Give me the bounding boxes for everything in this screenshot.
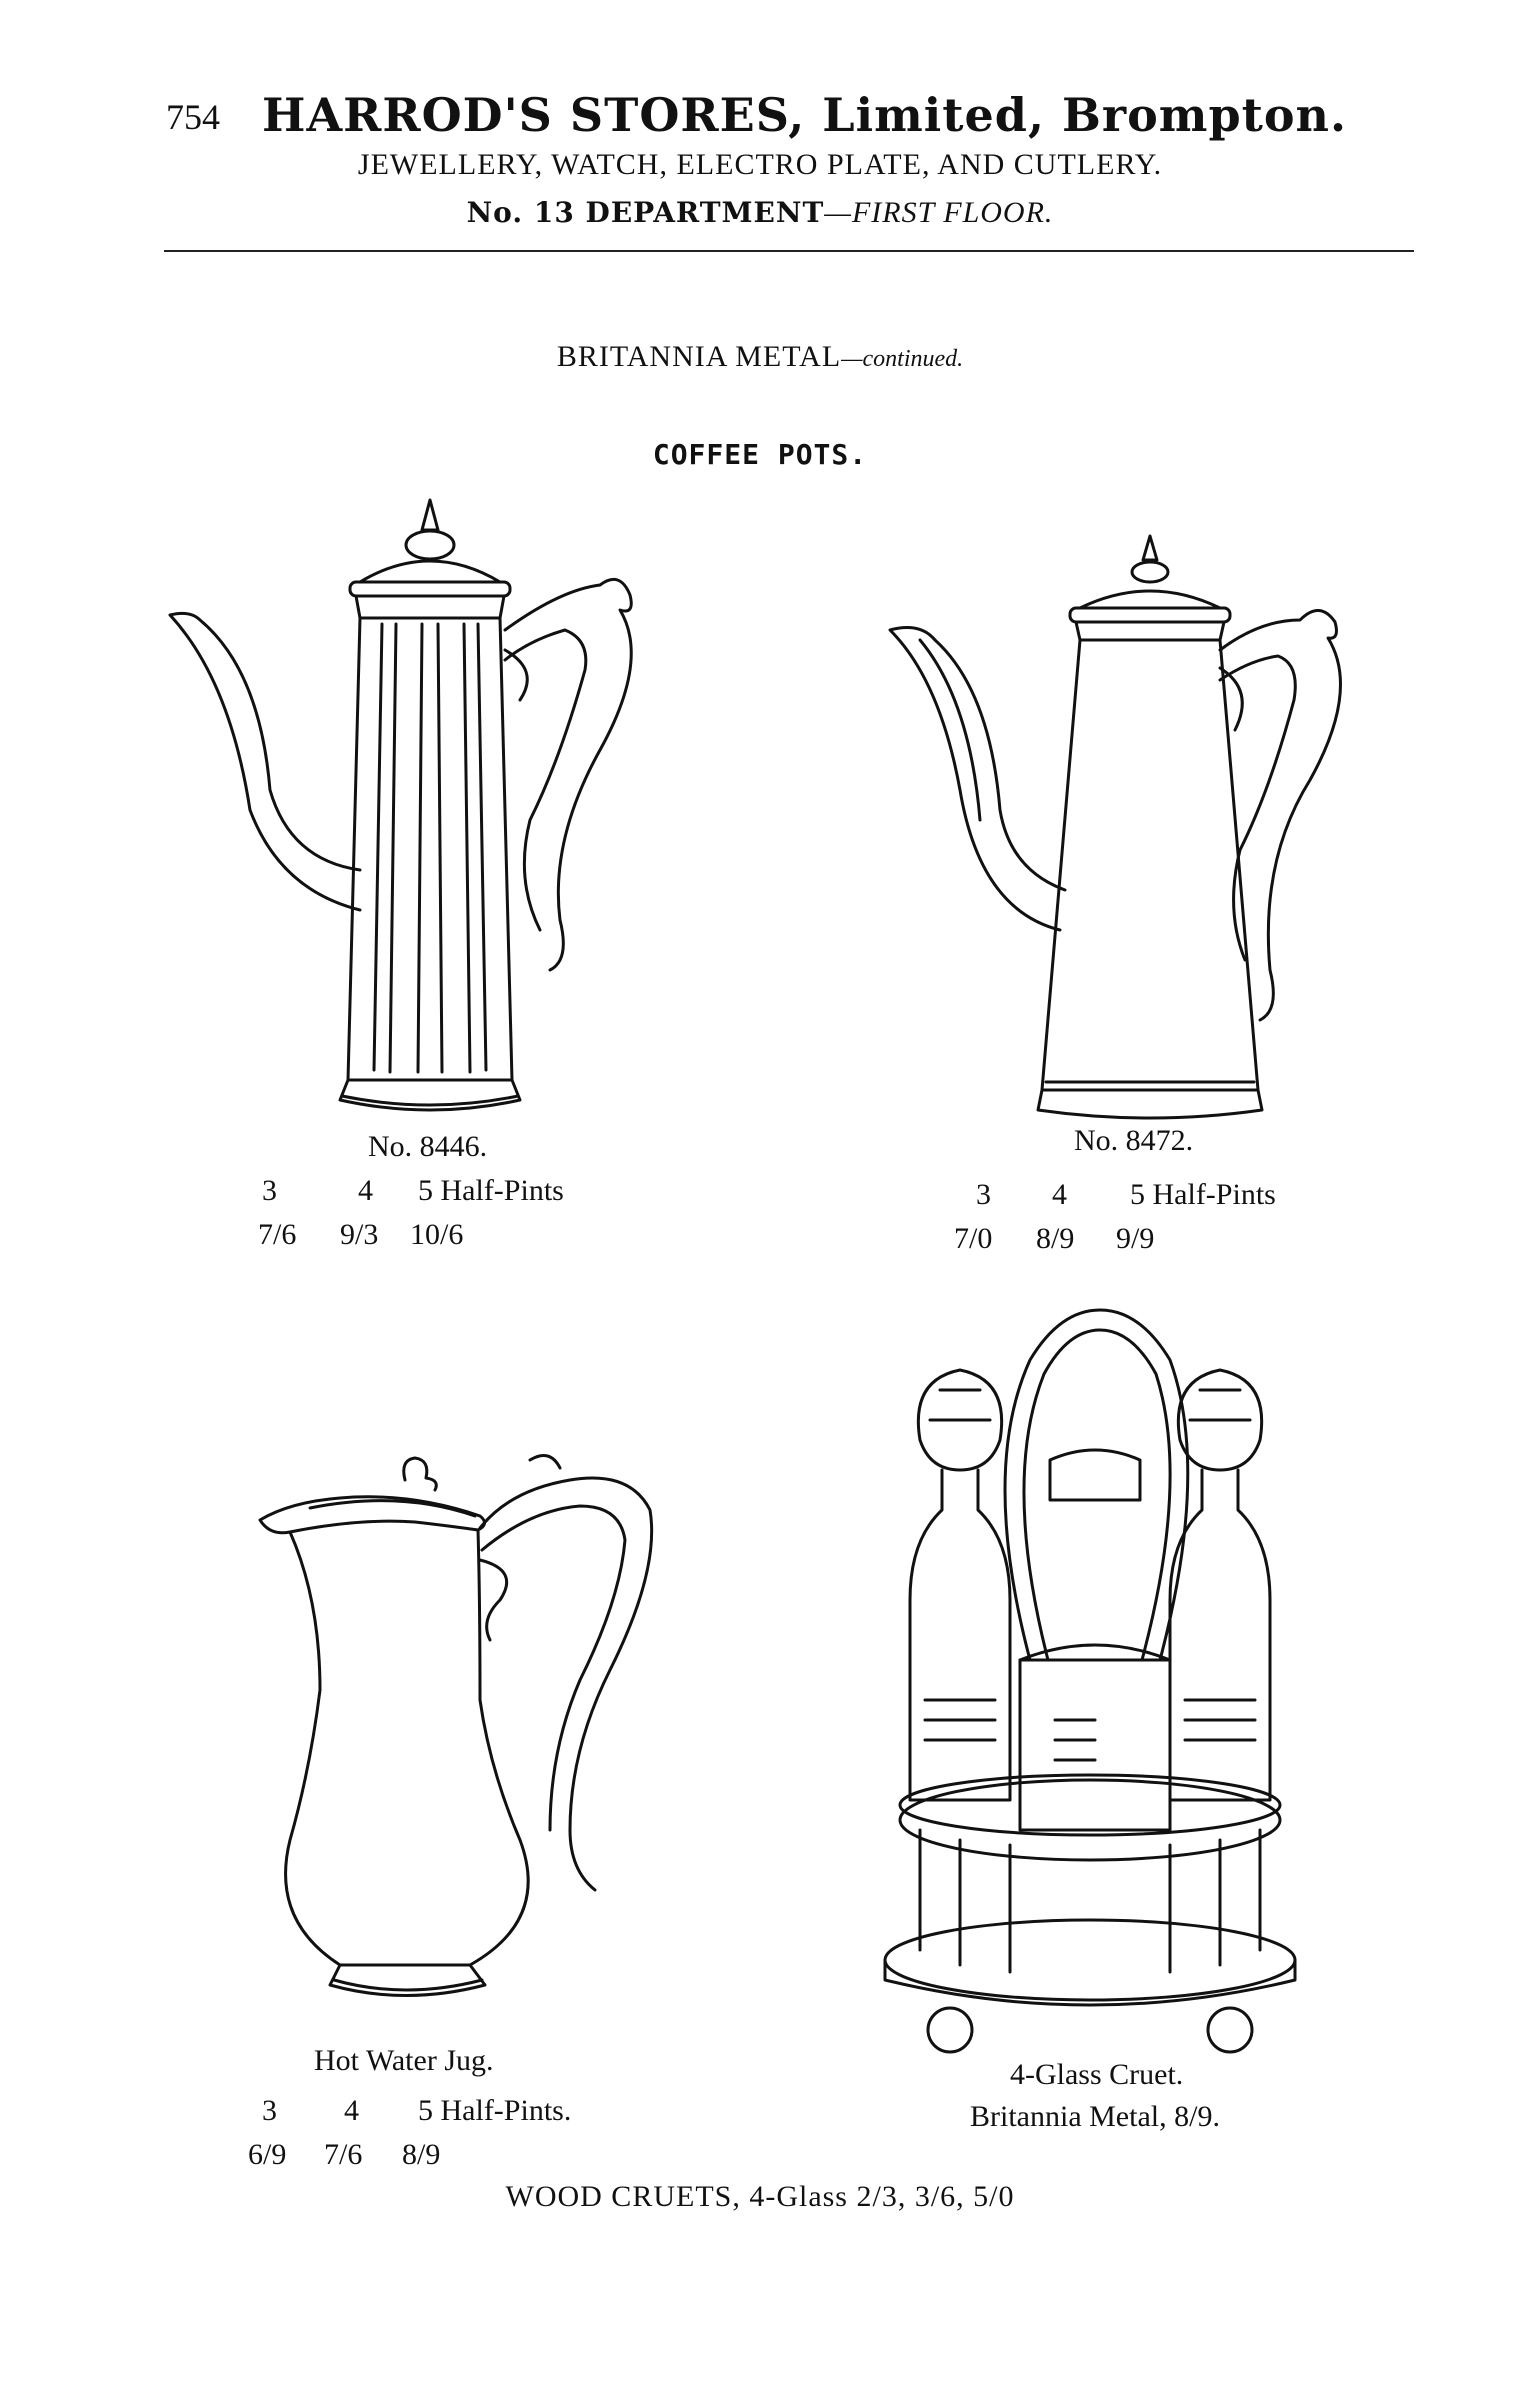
price-4: 8/9: [1036, 1222, 1075, 1255]
price-4: 9/3: [340, 1218, 379, 1251]
size-4: 4: [358, 1174, 373, 1207]
page-number: 754: [166, 97, 220, 137]
coffee-pot-8472-illustration: [880, 530, 1420, 1130]
section-title: [0, 340, 1520, 374]
size-5: 5 Half-Pints: [418, 1174, 564, 1207]
size-5: 5 Half-Pints: [1130, 1178, 1276, 1211]
price-3: 6/9: [248, 2138, 287, 2171]
price-3: 7/0: [954, 1222, 993, 1255]
price-5: 8/9: [402, 2138, 441, 2171]
section-title-main: BRITANNIA METAL: [556, 340, 842, 373]
header-rule: [164, 250, 1414, 252]
coffee-pot-8446-label: No. 8446.: [368, 1130, 488, 1163]
size-3: 3: [262, 1174, 277, 1207]
hot-water-jug-sizes: [262, 2094, 571, 2128]
cruet-illustration: [880, 1300, 1300, 2060]
coffee-pot-8446-prices: [258, 1218, 463, 1252]
cruet-label: 4-Glass Cruet.: [1010, 2058, 1184, 2091]
hot-water-jug-label: Hot Water Jug.: [314, 2044, 494, 2077]
price-5: 10/6: [410, 1218, 464, 1251]
store-title: HARROD'S STORES, Limited, Brompton.: [262, 88, 1348, 142]
price-4: 7/6: [324, 2138, 363, 2171]
department-subtitle: JEWELLERY, WATCH, ELECTRO PLATE, AND CUTLERY.: [357, 148, 1163, 181]
section-subtitle: COFFEE POTS.: [652, 438, 868, 471]
department-line: [0, 196, 1520, 230]
size-3: 3: [262, 2094, 277, 2127]
wood-cruets-line: WOOD CRUETS, 4-Glass 2/3, 3/6, 5/0: [505, 2180, 1015, 2213]
coffee-pot-8472-label: No. 8472.: [1074, 1124, 1194, 1157]
size-4: 4: [344, 2094, 359, 2127]
price-5: 9/9: [1116, 1222, 1155, 1255]
size-4: 4: [1052, 1178, 1067, 1211]
coffee-pot-8446-illustration: [160, 490, 720, 1130]
coffee-pot-8472-prices: [954, 1222, 1154, 1256]
size-3: 3: [976, 1178, 991, 1211]
hot-water-jug-illustration: [250, 1450, 690, 2030]
section-title-continued: —continued.: [841, 346, 964, 372]
hot-water-jug-prices: [248, 2138, 440, 2172]
cruet-detail: Britannia Metal, 8/9.: [970, 2100, 1220, 2133]
department-floor: —FIRST FLOOR.: [824, 196, 1054, 229]
department-number: No. 13 DEPARTMENT: [466, 196, 825, 229]
price-3: 7/6: [258, 1218, 297, 1251]
coffee-pot-8472-sizes: [976, 1178, 1276, 1212]
size-5: 5 Half-Pints.: [418, 2094, 572, 2127]
coffee-pot-8446-sizes: [262, 1174, 564, 1208]
